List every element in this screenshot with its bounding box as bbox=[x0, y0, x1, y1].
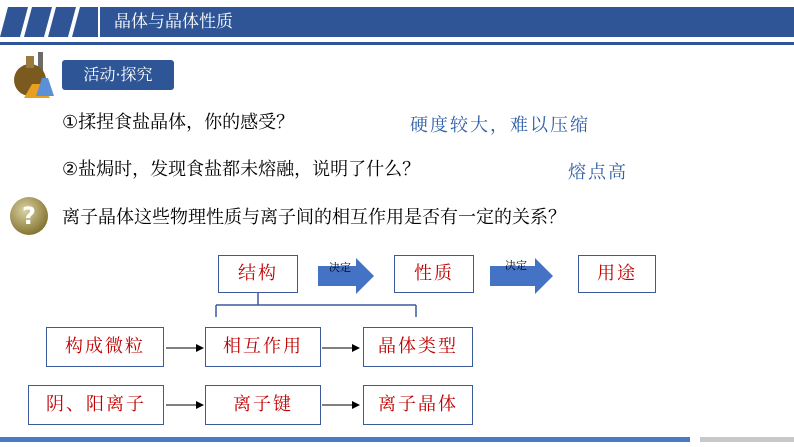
page-title: 晶体与晶体性质 bbox=[114, 12, 233, 32]
box-ions: 阴、阳离子 bbox=[28, 385, 164, 425]
footer-bar-gray bbox=[700, 437, 794, 442]
footer-bar bbox=[0, 437, 690, 442]
box-ionic-bond: 离子键 bbox=[205, 385, 321, 425]
question-1: ①揉捏食盐晶体，你的感受？ bbox=[62, 112, 295, 133]
arrow-label-1: 决定 bbox=[329, 261, 351, 274]
box-usage: 用途 bbox=[578, 255, 656, 293]
box-crystal-type: 晶体类型 bbox=[363, 327, 473, 367]
box-particles: 构成微粒 bbox=[46, 327, 164, 367]
box-ionic-crystal: 离子晶体 bbox=[363, 385, 473, 425]
box-property: 性质 bbox=[394, 255, 474, 293]
arrow-label-2: 决定 bbox=[505, 259, 527, 272]
answer-2: 熔点高 bbox=[568, 162, 628, 183]
question-2: ②盐焗时，发现食盐都未熔融，说明了什么？ bbox=[62, 159, 421, 180]
activity-badge: 活动·探究 bbox=[62, 60, 174, 90]
main-question: 离子晶体这些物理性质与离子间的相互作用是否有一定的关系？ bbox=[62, 207, 566, 228]
box-interaction: 相互作用 bbox=[205, 327, 321, 367]
answer-1: 硬度较大，难以压缩 bbox=[410, 115, 590, 136]
box-structure: 结构 bbox=[218, 255, 298, 293]
question-mark-icon: ? bbox=[10, 197, 48, 235]
